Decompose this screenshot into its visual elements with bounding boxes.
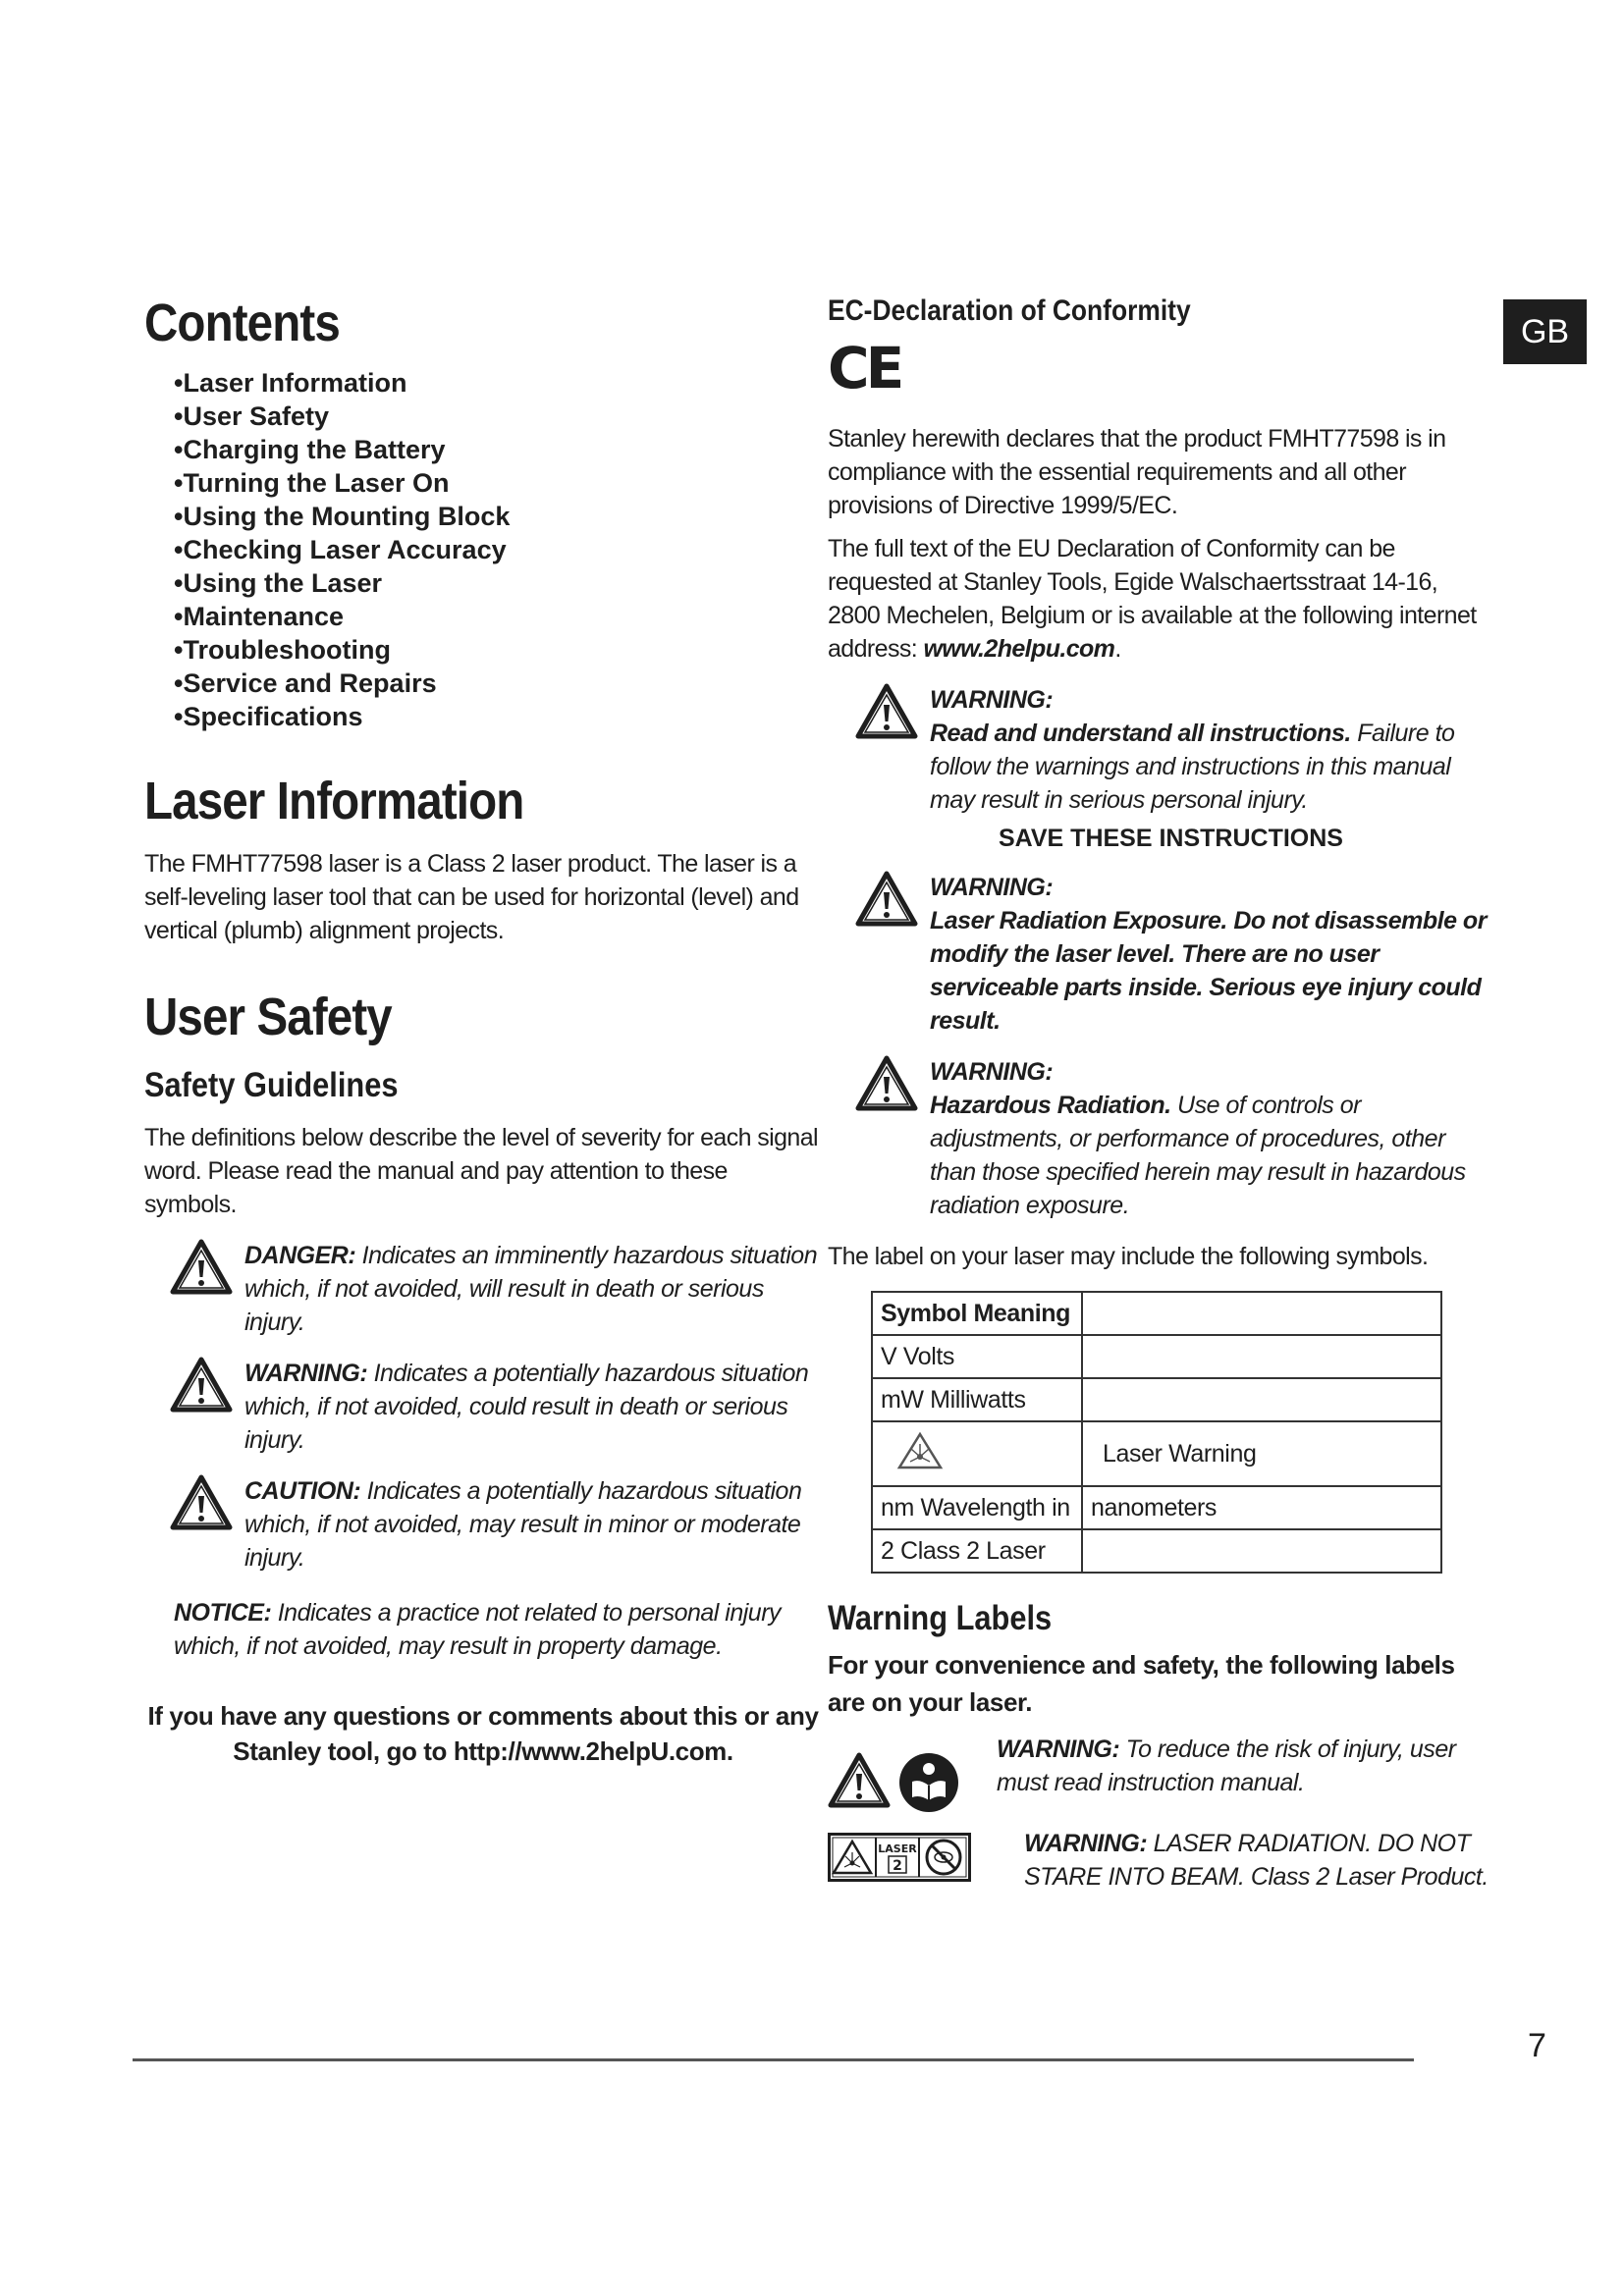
contents-item: • Using the Laser xyxy=(174,566,822,600)
table-cell: nm Wavelength in xyxy=(872,1486,1082,1529)
language-badge xyxy=(1503,299,1587,364)
warning-labels-intro: For your convenience and safety, the following labels are on your laser. xyxy=(828,1650,1455,1717)
danger-definition xyxy=(170,1239,822,1339)
caution-label: CAUTION: xyxy=(244,1477,361,1506)
warning-triangle-icon xyxy=(170,1474,233,1531)
contents-list xyxy=(174,366,822,733)
warning-triangle-icon xyxy=(170,1239,233,1296)
warning-label-laser-radiation xyxy=(828,1827,1495,1894)
ec-link: www.2helpu.com xyxy=(923,635,1115,663)
laser-info-title: Laser Information xyxy=(144,772,524,831)
warning-triangle-icon xyxy=(855,1055,918,1112)
laser-class-label-text: LASER xyxy=(878,1842,917,1855)
symbols-intro: The label on your laser may include the following symbols. xyxy=(828,1243,1429,1270)
save-instructions: SAVE THESE INSTRUCTIONS xyxy=(999,825,1343,852)
ec-text-2-end: . xyxy=(1114,635,1121,663)
ec-text-1: Stanley herewith declares that the product FMHT77598 is in compliance with the essential requirements and all other provisions of Directive 1999/5/EC. xyxy=(828,425,1446,519)
ec-title: EC-Declaration of Conformity xyxy=(828,294,1191,327)
table-cell: 2 Class 2 Laser xyxy=(872,1529,1082,1573)
table-cell xyxy=(1082,1529,1441,1573)
warning-text: Failure to follow the warnings and instructions in this manual may result in serious personal injury. xyxy=(930,720,1455,814)
contact-info: If you have any questions or comments about this or any Stanley tool, go to http://www.2helpU.com. xyxy=(147,1701,819,1767)
language-badge-text: GB xyxy=(1520,312,1570,350)
table-row xyxy=(872,1529,1441,1573)
ce-mark: CE xyxy=(828,335,901,401)
user-safety-title: User Safety xyxy=(144,987,392,1046)
contents-item: • Specifications xyxy=(174,700,822,733)
contents-item: • Troubleshooting xyxy=(174,633,822,667)
warning-read-instructions xyxy=(855,683,1495,817)
contents-title: Contents xyxy=(144,294,340,352)
danger-label: DANGER: xyxy=(244,1242,356,1270)
warning-labels-title: Warning Labels xyxy=(828,1599,1053,1637)
danger-text: Indicates an imminently hazardous situation which, if not avoided, will result in death or serious injury. xyxy=(244,1242,818,1337)
warning-label: WARNING: xyxy=(1024,1830,1148,1857)
table-row xyxy=(872,1421,1441,1486)
safety-guidelines-title: Safety Guidelines xyxy=(144,1066,399,1105)
ec-text-2-body: The full text of the EU Declaration of Conformity can be requested at Stanley Tools, Egide Walschaertsstraat 14-16, 2800 Mechelen, Belgium or is available at the following internet address: xyxy=(828,535,1477,663)
warning-text: To reduce the risk of injury, user must read instruction manual. xyxy=(997,1735,1456,1796)
caution-text: Indicates a potentially hazardous situation which, if not avoided, may result in minor or moderate injury. xyxy=(244,1477,802,1573)
table-cell xyxy=(1082,1292,1441,1335)
laser-info-text: The FMHT77598 laser is a Class 2 laser product. The laser is a self-leveling laser tool that can be used for horizontal (level) and vertical (plumb) alignment projects. xyxy=(144,849,799,944)
laser-warning-icon xyxy=(896,1431,944,1470)
warning-text: LASER RADIATION. DO NOT STARE INTO BEAM. Class 2 Laser Product. xyxy=(1024,1830,1489,1891)
contents-item: • Service and Repairs xyxy=(174,667,822,700)
contents-item: • Charging the Battery xyxy=(174,433,822,466)
laser-class-number: 2 xyxy=(893,1858,902,1874)
table-cell xyxy=(1082,1335,1441,1378)
notice-text: Indicates a practice not related to personal injury which, if not avoided, may result in property damage. xyxy=(174,1599,782,1661)
table-cell xyxy=(1082,1378,1441,1421)
notice-definition xyxy=(174,1596,822,1663)
table-cell: V Volts xyxy=(872,1335,1082,1378)
laser-class-label-icon xyxy=(828,1833,971,1882)
table-cell: Symbol Meaning xyxy=(872,1292,1082,1335)
warning-triangle-icon xyxy=(170,1357,233,1414)
table-cell: mW Milliwatts xyxy=(872,1378,1082,1421)
warning-bold-text: Laser Radiation Exposure. Do not disassemble or modify the laser level. There are no user serviceable parts inside. Serious eye injury could result. xyxy=(930,907,1487,1035)
symbols-table xyxy=(871,1291,1442,1574)
warning-label: WARNING: xyxy=(244,1360,368,1388)
caution-definition xyxy=(170,1474,822,1575)
safety-intro: The definitions below describe the level of severity for each signal word. Please read the manual and pay attention to these symbols. xyxy=(144,1124,818,1219)
left-column xyxy=(144,294,822,1769)
warning-triangle-icon xyxy=(828,1752,891,1809)
warning-hazardous-radiation xyxy=(855,1055,1495,1222)
contents-item: • User Safety xyxy=(174,400,822,433)
footer-divider xyxy=(133,2058,1414,2061)
warning-text: Indicates a potentially hazardous situation which, if not avoided, could result in death or serious injury. xyxy=(244,1360,809,1455)
warning-bold-text: Read and understand all instructions. xyxy=(930,720,1351,747)
table-cell-icon xyxy=(872,1421,1082,1486)
warning-laser-radiation-exposure xyxy=(855,871,1495,1038)
ec-text-2 xyxy=(828,532,1495,666)
warning-bold-text: Hazardous Radiation. xyxy=(930,1092,1171,1119)
contents-item: • Turning the Laser On xyxy=(174,466,822,500)
table-row xyxy=(872,1378,1441,1421)
table-cell: Laser Warning xyxy=(1082,1421,1441,1486)
warning-label: WARNING: xyxy=(930,686,1054,714)
table-row xyxy=(872,1292,1441,1335)
table-row xyxy=(872,1335,1441,1378)
read-manual-icon xyxy=(898,1752,959,1813)
warning-label: WARNING: xyxy=(997,1735,1120,1763)
right-column xyxy=(828,294,1495,1894)
warning-triangle-icon xyxy=(855,871,918,928)
table-cell: nanometers xyxy=(1082,1486,1441,1529)
notice-label: NOTICE: xyxy=(174,1599,272,1628)
table-row xyxy=(872,1486,1441,1529)
warning-label: WARNING: xyxy=(930,874,1054,901)
page-number: 7 xyxy=(1528,2027,1546,2064)
contents-item: • Checking Laser Accuracy xyxy=(174,533,822,566)
warning-label-read-manual xyxy=(828,1733,1495,1813)
contents-item: • Maintenance xyxy=(174,600,822,633)
warning-triangle-icon xyxy=(855,683,918,740)
warning-text: Use of controls or adjustments, or performance of procedures, other than those specified herein may result in hazardous radiation exposure. xyxy=(930,1092,1466,1219)
warning-label: WARNING: xyxy=(930,1058,1054,1086)
contents-item: • Using the Mounting Block xyxy=(174,500,822,533)
warning-definition xyxy=(170,1357,822,1457)
contents-item: • Laser Information xyxy=(174,366,822,400)
